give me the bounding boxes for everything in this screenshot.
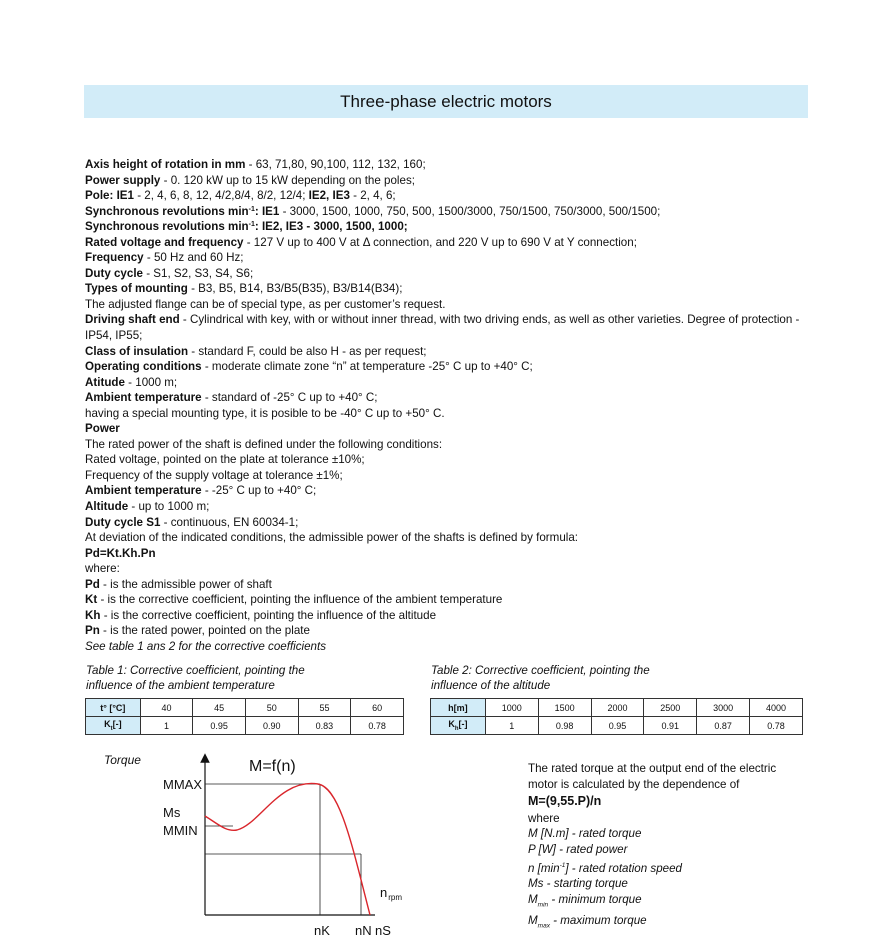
spec-voltage: Rated voltage and frequency - 127 V up to 400 V at Δ connection, and 220 V up to 690 V at Y connection; <box>85 235 637 249</box>
table2-cell: 1500 <box>538 699 591 717</box>
spec-duty: Duty cycle - S1, S2, S3, S4, S6; <box>85 266 254 280</box>
table2-cell: 2500 <box>644 699 697 717</box>
table1-cell: 55 <box>298 699 351 717</box>
deviation-text: At deviation of the indicated conditions, the admissible power of the shafts is defined by formula: <box>85 531 579 545</box>
table1-cell: 45 <box>193 699 246 717</box>
torque-speed-graph <box>100 750 430 940</box>
table1-ambient-temperature <box>85 698 404 735</box>
nk-label: nK <box>314 923 330 938</box>
where-label: where: <box>85 562 120 576</box>
spec-axis: Axis height of rotation in mm - 63, 71,80, 90,100, 112, 132, 160; <box>85 158 426 171</box>
def-pd: Pd - is the admissible power of shaft <box>85 577 272 591</box>
spec-sync-ie2: Synchronous revolutions $\min^{-1}$: IE2, IE3 - 3000, 1500, 1000; <box>85 220 408 234</box>
table1-cell: 0.78 <box>351 717 404 735</box>
page-title-banner <box>84 85 808 118</box>
torque-def-n: n $[\min^{-1}]$ - rated rotation speed <box>528 861 683 875</box>
table1-cell: 1 <box>140 717 193 735</box>
torque-axis-label: Torque <box>104 753 141 767</box>
specification-text <box>85 157 815 655</box>
def-kt: Kt - is the corrective coefficient, pointing the influence of the ambient temperature <box>85 593 503 607</box>
torque-where: where <box>528 811 560 825</box>
rated-power-text: The rated power of the shaft is defined under the following conditions: <box>85 437 443 451</box>
table2-cell: 1000 <box>485 699 538 717</box>
table1-cell: 40 <box>140 699 193 717</box>
torque-def-p: P [W] - rated power <box>528 842 628 856</box>
table2-cell: 2000 <box>591 699 644 717</box>
table1-row-label: $K_t[-]$ <box>86 717 141 735</box>
spec-altitude: Altitude - up to 1000 m; <box>85 500 210 514</box>
table2-row-label: $K_h[-]$ <box>431 717 486 735</box>
torque-intro: The rated torque at the output end of the electric motor is calculated by the dependence of <box>528 762 777 791</box>
table1-header-label: t° [°C] <box>86 699 141 717</box>
ns-label: nS <box>375 923 391 938</box>
torque-curve <box>205 783 370 915</box>
table1-cell: 50 <box>245 699 298 717</box>
table2-cell: 0.87 <box>697 717 750 735</box>
spec-pole: Pole: IE1 - 2, 4, 6, 8, 12, 4/2,8/4, 8/2, 12/4; IE2, IE3 - 2, 4, 6; <box>85 189 396 203</box>
mmin-label: MMIN <box>163 823 198 838</box>
spec-special-mount: having a special mounting type, it is posible to be -40° C up to +50° C. <box>85 406 445 420</box>
table2-header-label: h[m] <box>431 699 486 717</box>
table1-header-row <box>86 699 404 717</box>
spec-ambient: Ambient temperature - standard of -25° C up to +40° C; <box>85 391 378 405</box>
table1-cell: 0.95 <box>193 717 246 735</box>
spec-duty-s1: Duty cycle S1 - continuous, EN 60034-1; <box>85 515 299 529</box>
table1-cell: 0.90 <box>245 717 298 735</box>
torque-def-mmax: $M_{max}$ - maximum torque <box>528 913 647 929</box>
def-pn: Pn - is the rated power, pointed on the plate <box>85 624 310 638</box>
table2-cell: 4000 <box>750 699 803 717</box>
ms-label: Ms <box>163 805 181 820</box>
table2-cell: 1 <box>485 717 538 735</box>
rated-voltage-text: Rated voltage, pointed on the plate at tolerance ±10%; <box>85 453 365 467</box>
table2-cell: 0.91 <box>644 717 697 735</box>
see-tables-note: See table 1 ans 2 for the corrective coefficients <box>85 639 327 653</box>
table2-caption: Table 2: Corrective coefficient, pointing the influence of the altitude <box>431 664 650 692</box>
spec-operating: Operating conditions - moderate climate zone “n” at temperature -25° C up to +40° C; <box>85 360 533 374</box>
table2-cell: 0.95 <box>591 717 644 735</box>
power-heading: Power <box>85 422 120 436</box>
table2-cell: 3000 <box>697 699 750 717</box>
freq-tolerance-text: Frequency of the supply voltage at tolerance ±1%; <box>85 468 343 482</box>
torque-def-ms: Ms - starting torque <box>528 877 628 891</box>
table2-header-row <box>431 699 803 717</box>
spec-flange: The adjusted flange can be of special type, as per customer’s request. <box>85 297 446 311</box>
table1-cell: 0.83 <box>298 717 351 735</box>
power-formula: Pd=Kt.Kh.Pn <box>85 546 156 560</box>
table2-altitude <box>430 698 803 735</box>
rated-torque-explanation <box>528 761 798 933</box>
table2-value-row <box>431 717 803 735</box>
table1-caption: Table 1: Corrective coefficient, pointing the influence of the ambient temperature <box>86 664 305 692</box>
torque-def-m: M [N.m] - rated torque <box>528 827 642 841</box>
spec-atitude: Atitude - 1000 m; <box>85 375 178 389</box>
table1-value-row <box>86 717 404 735</box>
spec-mounting: Types of mounting - B3, B5, B14, B3/B5(B35), B3/B14(B34); <box>85 282 403 296</box>
function-label: M=f(n) <box>249 758 296 775</box>
table2-cell: 0.78 <box>750 717 803 735</box>
spec-shaft: Driving shaft end - Cylindrical with key, with or without inner thread, with two driving ends, as well as other varieties. Degree of protection - IP54, IP55; <box>85 313 800 343</box>
spec-frequency: Frequency - 50 Hz and 60 Hz; <box>85 251 244 265</box>
def-kh: Kh - is the corrective coefficient, pointing the influence of the altitude <box>85 608 437 622</box>
nn-label: nN <box>355 923 372 938</box>
torque-formula: M=(9,55.P)/n <box>528 794 602 809</box>
mmax-label: MMAX <box>163 777 202 792</box>
table2-cell: 0.98 <box>538 717 591 735</box>
spec-power-supply: Power supply - 0. 120 kW up to 15 kW depending on the poles; <box>85 173 415 187</box>
spec-sync-ie1: Synchronous revolutions $\min^{-1}$: IE1 - 3000, 1500, 1000, 750, 500, 1500/3000, 750/1500, 750/3000, 500/1500; <box>85 204 661 218</box>
x-axis-label: $n_{rpm}$ <box>380 885 403 902</box>
page-title: Three-phase electric motors <box>340 91 552 111</box>
torque-def-mmin: $M_{min}$ - minimum torque <box>528 892 642 908</box>
table1-cell: 60 <box>351 699 404 717</box>
spec-insulation: Class of insulation - standard F, could be also H - as per request; <box>85 344 427 358</box>
spec-ambient-2: Ambient temperature - -25° C up to +40° C; <box>85 484 317 498</box>
